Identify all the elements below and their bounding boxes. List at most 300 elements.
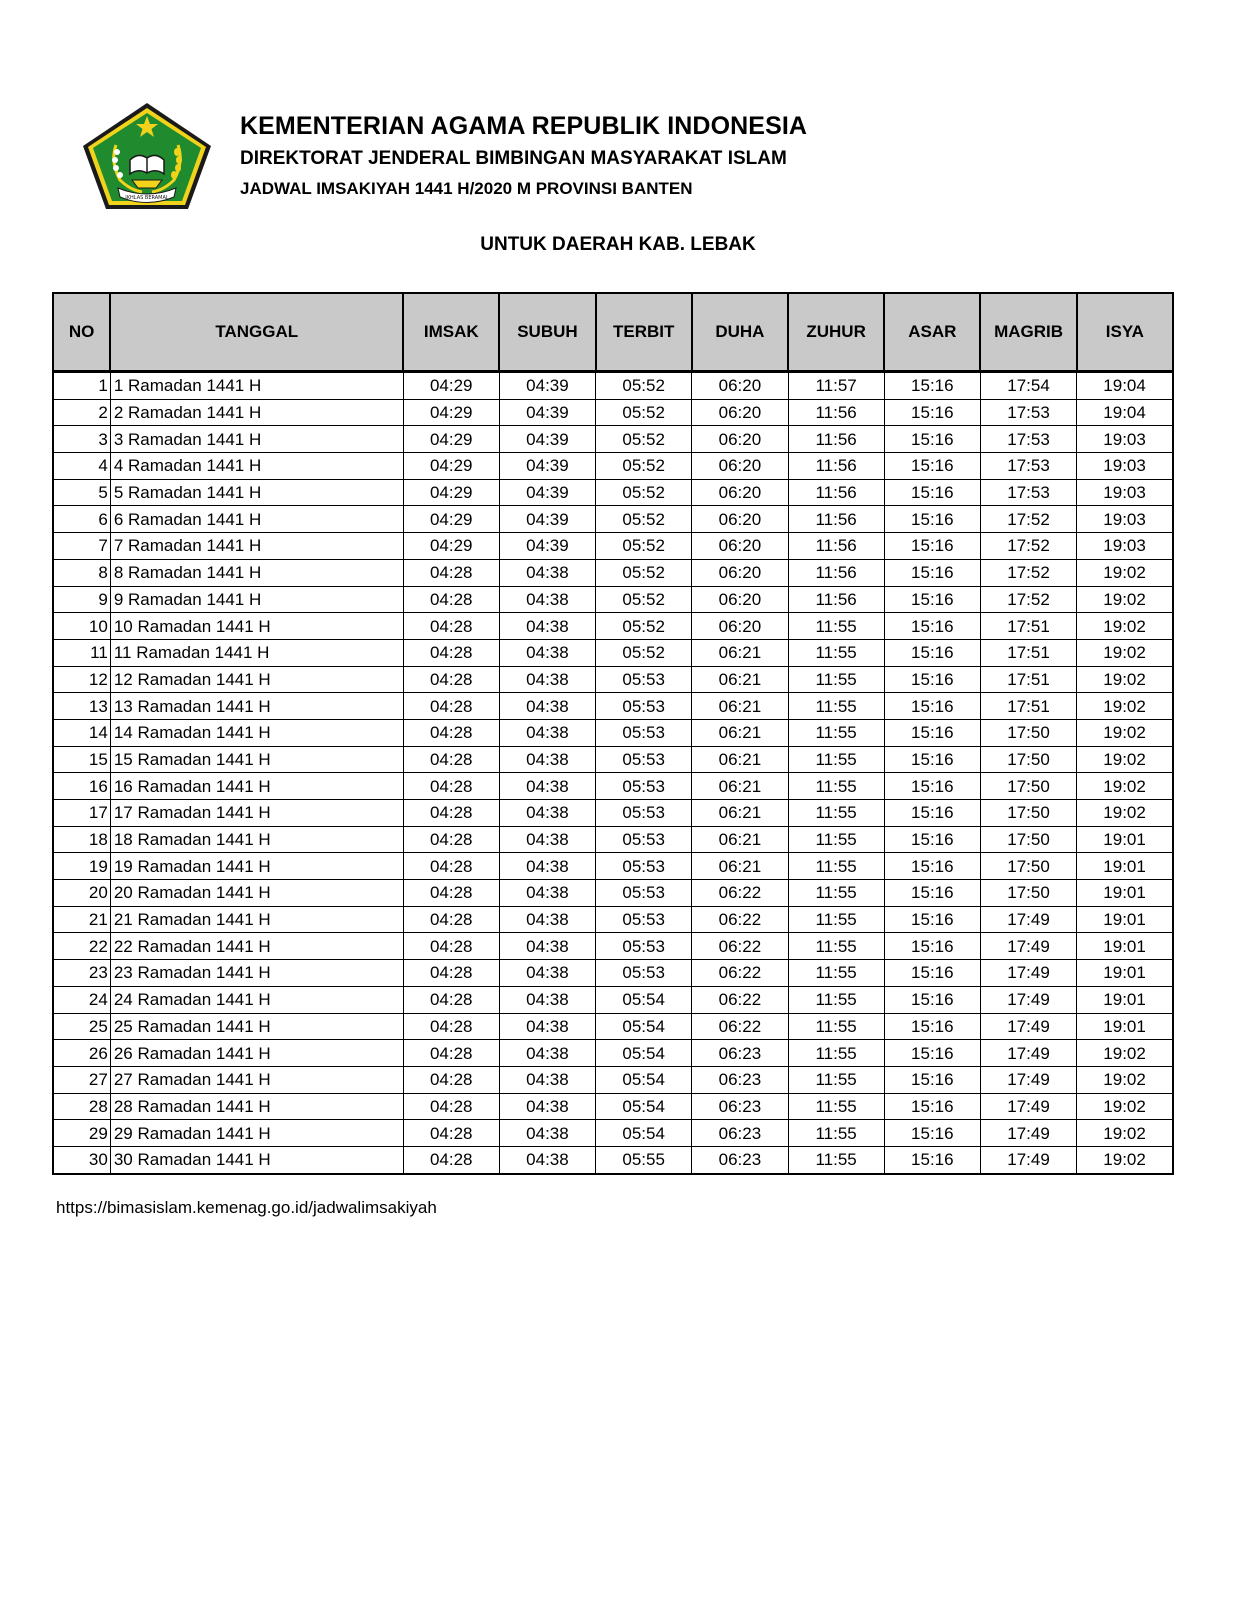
cell-subuh: 04:38 bbox=[499, 559, 595, 586]
cell-no: 10 bbox=[53, 613, 110, 640]
cell-duha: 06:22 bbox=[692, 1013, 788, 1040]
cell-terbit: 05:53 bbox=[596, 773, 692, 800]
cell-no: 9 bbox=[53, 586, 110, 613]
cell-asar: 15:16 bbox=[884, 853, 980, 880]
cell-asar: 15:16 bbox=[884, 986, 980, 1013]
cell-tanggal: 28 Ramadan 1441 H bbox=[110, 1093, 403, 1120]
cell-duha: 06:21 bbox=[692, 826, 788, 853]
cell-tanggal: 24 Ramadan 1441 H bbox=[110, 986, 403, 1013]
cell-terbit: 05:52 bbox=[596, 506, 692, 533]
cell-zuhur: 11:55 bbox=[788, 986, 884, 1013]
cell-duha: 06:20 bbox=[692, 613, 788, 640]
cell-zuhur: 11:55 bbox=[788, 1013, 884, 1040]
cell-tanggal: 1 Ramadan 1441 H bbox=[110, 372, 403, 400]
cell-isya: 19:02 bbox=[1077, 613, 1173, 640]
cell-zuhur: 11:56 bbox=[788, 453, 884, 480]
cell-imsak: 04:28 bbox=[403, 1013, 499, 1040]
cell-terbit: 05:54 bbox=[596, 1120, 692, 1147]
cell-terbit: 05:52 bbox=[596, 613, 692, 640]
table-row bbox=[53, 880, 1173, 907]
cell-tanggal: 9 Ramadan 1441 H bbox=[110, 586, 403, 613]
cell-asar: 15:16 bbox=[884, 506, 980, 533]
cell-subuh: 04:39 bbox=[499, 372, 595, 400]
cell-no: 2 bbox=[53, 399, 110, 426]
cell-subuh: 04:39 bbox=[499, 426, 595, 453]
cell-no: 8 bbox=[53, 559, 110, 586]
cell-subuh: 04:38 bbox=[499, 800, 595, 827]
cell-isya: 19:02 bbox=[1077, 1040, 1173, 1067]
table-row bbox=[53, 1146, 1173, 1173]
cell-duha: 06:21 bbox=[692, 719, 788, 746]
cell-isya: 19:02 bbox=[1077, 639, 1173, 666]
cell-magrib: 17:50 bbox=[980, 773, 1076, 800]
cell-duha: 06:22 bbox=[692, 906, 788, 933]
cell-no: 18 bbox=[53, 826, 110, 853]
cell-magrib: 17:51 bbox=[980, 693, 1076, 720]
cell-magrib: 17:49 bbox=[980, 1093, 1076, 1120]
table-row bbox=[53, 453, 1173, 480]
cell-magrib: 17:50 bbox=[980, 880, 1076, 907]
cell-zuhur: 11:55 bbox=[788, 666, 884, 693]
cell-no: 25 bbox=[53, 1013, 110, 1040]
cell-duha: 06:20 bbox=[692, 559, 788, 586]
cell-tanggal: 25 Ramadan 1441 H bbox=[110, 1013, 403, 1040]
cell-asar: 15:16 bbox=[884, 800, 980, 827]
cell-asar: 15:16 bbox=[884, 453, 980, 480]
cell-no: 21 bbox=[53, 906, 110, 933]
cell-isya: 19:01 bbox=[1077, 906, 1173, 933]
cell-subuh: 04:38 bbox=[499, 719, 595, 746]
cell-terbit: 05:52 bbox=[596, 453, 692, 480]
cell-duha: 06:21 bbox=[692, 800, 788, 827]
cell-duha: 06:20 bbox=[692, 479, 788, 506]
cell-duha: 06:20 bbox=[692, 453, 788, 480]
ministry-title: KEMENTERIAN AGAMA REPUBLIK INDONESIA bbox=[240, 112, 808, 140]
cell-duha: 06:23 bbox=[692, 1120, 788, 1147]
cell-magrib: 17:52 bbox=[980, 506, 1076, 533]
cell-tanggal: 16 Ramadan 1441 H bbox=[110, 773, 403, 800]
table-row bbox=[53, 800, 1173, 827]
cell-imsak: 04:29 bbox=[403, 372, 499, 400]
table-row bbox=[53, 586, 1173, 613]
cell-imsak: 04:28 bbox=[403, 693, 499, 720]
cell-terbit: 05:54 bbox=[596, 986, 692, 1013]
table-row bbox=[53, 693, 1173, 720]
cell-subuh: 04:38 bbox=[499, 880, 595, 907]
cell-magrib: 17:50 bbox=[980, 719, 1076, 746]
cell-no: 30 bbox=[53, 1146, 110, 1173]
cell-imsak: 04:28 bbox=[403, 1040, 499, 1067]
cell-magrib: 17:51 bbox=[980, 613, 1076, 640]
cell-isya: 19:02 bbox=[1077, 800, 1173, 827]
cell-no: 22 bbox=[53, 933, 110, 960]
cell-isya: 19:04 bbox=[1077, 399, 1173, 426]
cell-asar: 15:16 bbox=[884, 533, 980, 560]
cell-zuhur: 11:55 bbox=[788, 933, 884, 960]
cell-zuhur: 11:57 bbox=[788, 372, 884, 400]
cell-magrib: 17:49 bbox=[980, 960, 1076, 987]
cell-subuh: 04:39 bbox=[499, 533, 595, 560]
cell-duha: 06:21 bbox=[692, 746, 788, 773]
cell-imsak: 04:28 bbox=[403, 826, 499, 853]
cell-imsak: 04:29 bbox=[403, 506, 499, 533]
cell-subuh: 04:38 bbox=[499, 1093, 595, 1120]
header bbox=[240, 110, 807, 203]
column-header-imsak: IMSAK bbox=[403, 293, 499, 372]
cell-asar: 15:16 bbox=[884, 719, 980, 746]
cell-asar: 15:16 bbox=[884, 1093, 980, 1120]
cell-no: 28 bbox=[53, 1093, 110, 1120]
table-row bbox=[53, 479, 1173, 506]
cell-terbit: 05:54 bbox=[596, 1066, 692, 1093]
cell-no: 7 bbox=[53, 533, 110, 560]
cell-isya: 19:02 bbox=[1077, 693, 1173, 720]
cell-duha: 06:23 bbox=[692, 1093, 788, 1120]
cell-tanggal: 18 Ramadan 1441 H bbox=[110, 826, 403, 853]
cell-tanggal: 11 Ramadan 1441 H bbox=[110, 639, 403, 666]
cell-magrib: 17:49 bbox=[980, 933, 1076, 960]
table-row bbox=[53, 533, 1173, 560]
cell-tanggal: 22 Ramadan 1441 H bbox=[110, 933, 403, 960]
cell-zuhur: 11:55 bbox=[788, 906, 884, 933]
cell-imsak: 04:28 bbox=[403, 853, 499, 880]
cell-terbit: 05:52 bbox=[596, 479, 692, 506]
cell-isya: 19:02 bbox=[1077, 559, 1173, 586]
cell-isya: 19:01 bbox=[1077, 960, 1173, 987]
cell-tanggal: 20 Ramadan 1441 H bbox=[110, 880, 403, 907]
cell-zuhur: 11:55 bbox=[788, 826, 884, 853]
cell-isya: 19:01 bbox=[1077, 826, 1173, 853]
column-header-tanggal: TANGGAL bbox=[110, 293, 403, 372]
cell-imsak: 04:28 bbox=[403, 666, 499, 693]
cell-asar: 15:16 bbox=[884, 960, 980, 987]
cell-subuh: 04:38 bbox=[499, 1120, 595, 1147]
cell-isya: 19:01 bbox=[1077, 1013, 1173, 1040]
cell-zuhur: 11:56 bbox=[788, 399, 884, 426]
cell-isya: 19:02 bbox=[1077, 773, 1173, 800]
cell-asar: 15:16 bbox=[884, 372, 980, 400]
cell-tanggal: 4 Ramadan 1441 H bbox=[110, 453, 403, 480]
cell-no: 6 bbox=[53, 506, 110, 533]
cell-asar: 15:16 bbox=[884, 1066, 980, 1093]
cell-subuh: 04:38 bbox=[499, 826, 595, 853]
table-row bbox=[53, 399, 1173, 426]
cell-imsak: 04:29 bbox=[403, 479, 499, 506]
cell-magrib: 17:53 bbox=[980, 399, 1076, 426]
cell-zuhur: 11:55 bbox=[788, 746, 884, 773]
cell-tanggal: 12 Ramadan 1441 H bbox=[110, 666, 403, 693]
cell-magrib: 17:53 bbox=[980, 453, 1076, 480]
cell-no: 27 bbox=[53, 1066, 110, 1093]
cell-no: 1 bbox=[53, 372, 110, 400]
cell-terbit: 05:54 bbox=[596, 1093, 692, 1120]
cell-terbit: 05:53 bbox=[596, 800, 692, 827]
cell-isya: 19:03 bbox=[1077, 533, 1173, 560]
cell-no: 3 bbox=[53, 426, 110, 453]
cell-subuh: 04:39 bbox=[499, 479, 595, 506]
cell-magrib: 17:50 bbox=[980, 853, 1076, 880]
cell-no: 5 bbox=[53, 479, 110, 506]
schedule-title: JADWAL IMSAKIYAH 1441 H/2020 M PROVINSI BANTEN bbox=[240, 179, 693, 198]
cell-tanggal: 17 Ramadan 1441 H bbox=[110, 800, 403, 827]
cell-asar: 15:16 bbox=[884, 426, 980, 453]
column-header-magrib: MAGRIB bbox=[980, 293, 1076, 372]
cell-duha: 06:23 bbox=[692, 1146, 788, 1173]
cell-zuhur: 11:56 bbox=[788, 586, 884, 613]
cell-tanggal: 14 Ramadan 1441 H bbox=[110, 719, 403, 746]
cell-magrib: 17:49 bbox=[980, 906, 1076, 933]
cell-isya: 19:02 bbox=[1077, 1093, 1173, 1120]
source-link[interactable]: https://bimasislam.kemenag.go.id/jadwalimsakiyah bbox=[56, 1198, 437, 1217]
cell-tanggal: 19 Ramadan 1441 H bbox=[110, 853, 403, 880]
cell-terbit: 05:53 bbox=[596, 826, 692, 853]
cell-asar: 15:16 bbox=[884, 639, 980, 666]
cell-isya: 19:02 bbox=[1077, 666, 1173, 693]
table-row bbox=[53, 746, 1173, 773]
cell-asar: 15:16 bbox=[884, 666, 980, 693]
cell-imsak: 04:29 bbox=[403, 453, 499, 480]
table-row bbox=[53, 933, 1173, 960]
cell-subuh: 04:38 bbox=[499, 986, 595, 1013]
cell-asar: 15:16 bbox=[884, 773, 980, 800]
table-row bbox=[53, 559, 1173, 586]
cell-magrib: 17:53 bbox=[980, 426, 1076, 453]
cell-duha: 06:20 bbox=[692, 426, 788, 453]
table-row bbox=[53, 426, 1173, 453]
table-row bbox=[53, 1040, 1173, 1067]
cell-magrib: 17:51 bbox=[980, 666, 1076, 693]
column-header-zuhur: ZUHUR bbox=[788, 293, 884, 372]
cell-tanggal: 5 Ramadan 1441 H bbox=[110, 479, 403, 506]
cell-zuhur: 11:55 bbox=[788, 1093, 884, 1120]
cell-no: 16 bbox=[53, 773, 110, 800]
cell-zuhur: 11:56 bbox=[788, 559, 884, 586]
table-row bbox=[53, 666, 1173, 693]
cell-duha: 06:20 bbox=[692, 399, 788, 426]
cell-terbit: 05:53 bbox=[596, 666, 692, 693]
table-row bbox=[53, 960, 1173, 987]
cell-isya: 19:03 bbox=[1077, 506, 1173, 533]
cell-zuhur: 11:55 bbox=[788, 719, 884, 746]
cell-isya: 19:01 bbox=[1077, 986, 1173, 1013]
cell-subuh: 04:38 bbox=[499, 1066, 595, 1093]
cell-terbit: 05:54 bbox=[596, 1013, 692, 1040]
cell-subuh: 04:38 bbox=[499, 693, 595, 720]
cell-isya: 19:01 bbox=[1077, 880, 1173, 907]
cell-duha: 06:23 bbox=[692, 1066, 788, 1093]
cell-duha: 06:20 bbox=[692, 586, 788, 613]
cell-asar: 15:16 bbox=[884, 613, 980, 640]
cell-terbit: 05:52 bbox=[596, 399, 692, 426]
cell-magrib: 17:49 bbox=[980, 1066, 1076, 1093]
cell-duha: 06:21 bbox=[692, 666, 788, 693]
cell-subuh: 04:38 bbox=[499, 960, 595, 987]
cell-zuhur: 11:55 bbox=[788, 1120, 884, 1147]
table-row bbox=[53, 906, 1173, 933]
cell-subuh: 04:38 bbox=[499, 773, 595, 800]
cell-tanggal: 6 Ramadan 1441 H bbox=[110, 506, 403, 533]
table-row bbox=[53, 986, 1173, 1013]
directorate-title: DIREKTORAT JENDERAL BIMBINGAN MASYARAKAT ISLAM bbox=[240, 148, 787, 169]
cell-subuh: 04:38 bbox=[499, 1040, 595, 1067]
cell-isya: 19:02 bbox=[1077, 1066, 1173, 1093]
cell-isya: 19:03 bbox=[1077, 479, 1173, 506]
svg-text:IKHLAS BERAMAL: IKHLAS BERAMAL bbox=[125, 195, 169, 201]
cell-magrib: 17:53 bbox=[980, 479, 1076, 506]
table-row bbox=[53, 1013, 1173, 1040]
cell-terbit: 05:55 bbox=[596, 1146, 692, 1173]
cell-zuhur: 11:55 bbox=[788, 1146, 884, 1173]
cell-subuh: 04:38 bbox=[499, 639, 595, 666]
cell-imsak: 04:28 bbox=[403, 613, 499, 640]
cell-zuhur: 11:55 bbox=[788, 800, 884, 827]
cell-asar: 15:16 bbox=[884, 693, 980, 720]
table-row bbox=[53, 613, 1173, 640]
cell-magrib: 17:49 bbox=[980, 1146, 1076, 1173]
cell-tanggal: 23 Ramadan 1441 H bbox=[110, 960, 403, 987]
cell-tanggal: 27 Ramadan 1441 H bbox=[110, 1066, 403, 1093]
cell-zuhur: 11:55 bbox=[788, 1040, 884, 1067]
cell-imsak: 04:28 bbox=[403, 906, 499, 933]
cell-zuhur: 11:55 bbox=[788, 1066, 884, 1093]
cell-terbit: 05:52 bbox=[596, 372, 692, 400]
cell-asar: 15:16 bbox=[884, 1013, 980, 1040]
cell-imsak: 04:29 bbox=[403, 399, 499, 426]
column-header-terbit: TERBIT bbox=[596, 293, 692, 372]
table-row bbox=[53, 506, 1173, 533]
cell-terbit: 05:52 bbox=[596, 639, 692, 666]
cell-magrib: 17:49 bbox=[980, 1040, 1076, 1067]
cell-magrib: 17:50 bbox=[980, 826, 1076, 853]
cell-asar: 15:16 bbox=[884, 933, 980, 960]
cell-imsak: 04:29 bbox=[403, 533, 499, 560]
cell-isya: 19:02 bbox=[1077, 746, 1173, 773]
table-row bbox=[53, 639, 1173, 666]
cell-imsak: 04:28 bbox=[403, 986, 499, 1013]
cell-subuh: 04:38 bbox=[499, 586, 595, 613]
cell-magrib: 17:52 bbox=[980, 586, 1076, 613]
cell-no: 13 bbox=[53, 693, 110, 720]
cell-tanggal: 15 Ramadan 1441 H bbox=[110, 746, 403, 773]
cell-zuhur: 11:55 bbox=[788, 639, 884, 666]
cell-imsak: 04:28 bbox=[403, 800, 499, 827]
cell-tanggal: 7 Ramadan 1441 H bbox=[110, 533, 403, 560]
cell-imsak: 04:28 bbox=[403, 1120, 499, 1147]
cell-no: 14 bbox=[53, 719, 110, 746]
table-row bbox=[53, 719, 1173, 746]
cell-zuhur: 11:55 bbox=[788, 853, 884, 880]
cell-magrib: 17:49 bbox=[980, 986, 1076, 1013]
cell-imsak: 04:28 bbox=[403, 746, 499, 773]
table-row bbox=[53, 853, 1173, 880]
cell-terbit: 05:53 bbox=[596, 906, 692, 933]
table-row bbox=[53, 826, 1173, 853]
cell-terbit: 05:52 bbox=[596, 586, 692, 613]
cell-subuh: 04:38 bbox=[499, 746, 595, 773]
cell-terbit: 05:53 bbox=[596, 853, 692, 880]
cell-magrib: 17:52 bbox=[980, 533, 1076, 560]
cell-zuhur: 11:55 bbox=[788, 960, 884, 987]
cell-isya: 19:02 bbox=[1077, 1120, 1173, 1147]
cell-magrib: 17:49 bbox=[980, 1013, 1076, 1040]
cell-imsak: 04:28 bbox=[403, 586, 499, 613]
table-row bbox=[53, 773, 1173, 800]
cell-magrib: 17:51 bbox=[980, 639, 1076, 666]
cell-magrib: 17:50 bbox=[980, 800, 1076, 827]
table-row bbox=[53, 1093, 1173, 1120]
cell-no: 11 bbox=[53, 639, 110, 666]
cell-zuhur: 11:56 bbox=[788, 426, 884, 453]
cell-subuh: 04:38 bbox=[499, 1013, 595, 1040]
cell-asar: 15:16 bbox=[884, 1146, 980, 1173]
cell-imsak: 04:28 bbox=[403, 559, 499, 586]
cell-magrib: 17:52 bbox=[980, 559, 1076, 586]
cell-tanggal: 2 Ramadan 1441 H bbox=[110, 399, 403, 426]
cell-zuhur: 11:55 bbox=[788, 693, 884, 720]
cell-duha: 06:23 bbox=[692, 1040, 788, 1067]
cell-no: 17 bbox=[53, 800, 110, 827]
cell-duha: 06:21 bbox=[692, 853, 788, 880]
cell-no: 20 bbox=[53, 880, 110, 907]
cell-asar: 15:16 bbox=[884, 826, 980, 853]
cell-no: 24 bbox=[53, 986, 110, 1013]
cell-subuh: 04:38 bbox=[499, 613, 595, 640]
cell-isya: 19:03 bbox=[1077, 426, 1173, 453]
cell-imsak: 04:28 bbox=[403, 880, 499, 907]
cell-asar: 15:16 bbox=[884, 586, 980, 613]
cell-duha: 06:22 bbox=[692, 960, 788, 987]
cell-asar: 15:16 bbox=[884, 479, 980, 506]
cell-isya: 19:03 bbox=[1077, 453, 1173, 480]
cell-duha: 06:20 bbox=[692, 372, 788, 400]
table-row bbox=[53, 372, 1173, 400]
table-body bbox=[53, 372, 1173, 1174]
region-subtitle: UNTUK DAERAH KAB. LEBAK bbox=[480, 234, 756, 255]
cell-isya: 19:04 bbox=[1077, 372, 1173, 400]
cell-zuhur: 11:56 bbox=[788, 533, 884, 560]
cell-terbit: 05:52 bbox=[596, 426, 692, 453]
cell-imsak: 04:28 bbox=[403, 960, 499, 987]
cell-asar: 15:16 bbox=[884, 880, 980, 907]
column-header-isya: ISYA bbox=[1077, 293, 1173, 372]
cell-tanggal: 26 Ramadan 1441 H bbox=[110, 1040, 403, 1067]
cell-asar: 15:16 bbox=[884, 559, 980, 586]
cell-subuh: 04:38 bbox=[499, 666, 595, 693]
cell-duha: 06:20 bbox=[692, 533, 788, 560]
column-header-subuh: SUBUH bbox=[499, 293, 595, 372]
kemenag-emblem-icon bbox=[80, 100, 214, 212]
cell-terbit: 05:53 bbox=[596, 880, 692, 907]
cell-magrib: 17:49 bbox=[980, 1120, 1076, 1147]
cell-tanggal: 30 Ramadan 1441 H bbox=[110, 1146, 403, 1173]
cell-imsak: 04:28 bbox=[403, 1146, 499, 1173]
cell-no: 23 bbox=[53, 960, 110, 987]
column-header-no: NO bbox=[53, 293, 110, 372]
cell-terbit: 05:53 bbox=[596, 960, 692, 987]
cell-no: 19 bbox=[53, 853, 110, 880]
cell-subuh: 04:39 bbox=[499, 506, 595, 533]
column-header-asar: ASAR bbox=[884, 293, 980, 372]
cell-asar: 15:16 bbox=[884, 906, 980, 933]
cell-zuhur: 11:55 bbox=[788, 773, 884, 800]
cell-tanggal: 10 Ramadan 1441 H bbox=[110, 613, 403, 640]
cell-imsak: 04:28 bbox=[403, 1093, 499, 1120]
cell-magrib: 17:50 bbox=[980, 746, 1076, 773]
cell-duha: 06:21 bbox=[692, 773, 788, 800]
cell-duha: 06:22 bbox=[692, 986, 788, 1013]
cell-imsak: 04:29 bbox=[403, 426, 499, 453]
cell-terbit: 05:53 bbox=[596, 933, 692, 960]
